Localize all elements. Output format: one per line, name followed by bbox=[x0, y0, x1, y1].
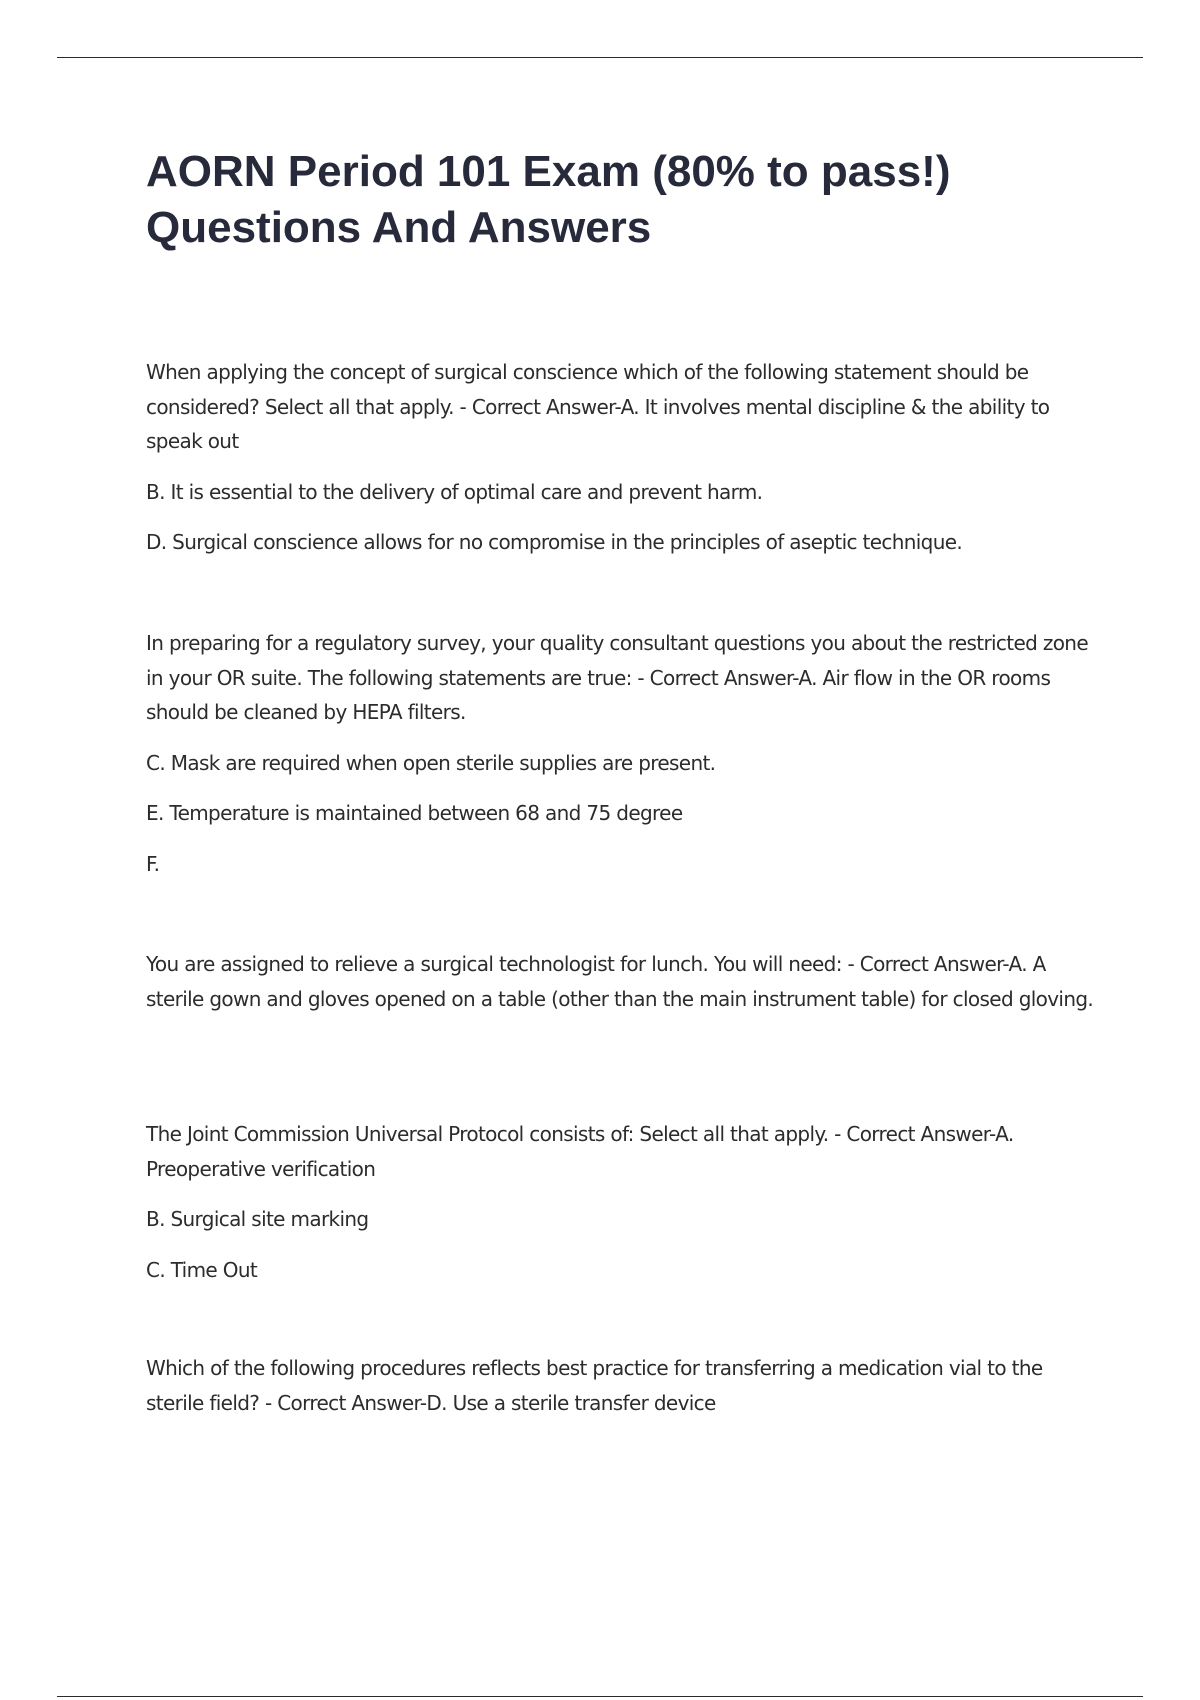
qa-item bbox=[146, 1351, 1096, 1436]
question-text: The Joint Commission Universal Protocol consists of: Select all that apply. - Correct Answer-A. Preoperative verification bbox=[146, 1122, 1014, 1181]
answer-option: C. Time Out bbox=[146, 1257, 258, 1282]
answer-option: B. Surgical site marking bbox=[146, 1207, 369, 1231]
qa-item bbox=[146, 1117, 1096, 1303]
question-text: Which of the following procedures reflects best practice for transferring a medication vial to the sterile field? - Correct Answer-D. Use a sterile transfer device bbox=[146, 1356, 1043, 1415]
answer-option: B. It is essential to the delivery of optimal care and prevent harm. bbox=[146, 479, 763, 504]
document-title: AORN Period 101 Exam (80% to pass!) Questions And Answers bbox=[146, 147, 951, 252]
answer-option: E. Temperature is maintained between 68 and 75 degree bbox=[146, 801, 683, 825]
question-text: In preparing for a regulatory survey, your quality consultant questions you about the restricted zone in your OR suite. The following statements are true: - Correct Answer-A. Air flow in the OR rooms should be cleaned by HEPA filters. bbox=[146, 631, 1088, 724]
question-text: You are assigned to relieve a surgical technologist for lunch. You will need: - Correct Answer-A. A sterile gown and gloves opened on a table (other than the main instrument table) for closed gloving. bbox=[146, 952, 1094, 1011]
question-text: When applying the concept of surgical conscience which of the following statement should be considered? Select all that apply. - Correct Answer-A. It involves mental discipline & the ability to speak out bbox=[146, 360, 1050, 453]
top-rule bbox=[57, 57, 1143, 58]
answer-option: D. Surgical conscience allows for no compromise in the principles of aseptic technique. bbox=[146, 530, 963, 554]
answer-option: C. Mask are required when open sterile supplies are present. bbox=[146, 750, 716, 775]
qa-item bbox=[146, 947, 1096, 1032]
bottom-rule bbox=[57, 1696, 1143, 1697]
qa-item bbox=[146, 355, 1096, 576]
qa-item bbox=[146, 626, 1096, 897]
answer-option: F. bbox=[146, 851, 160, 876]
